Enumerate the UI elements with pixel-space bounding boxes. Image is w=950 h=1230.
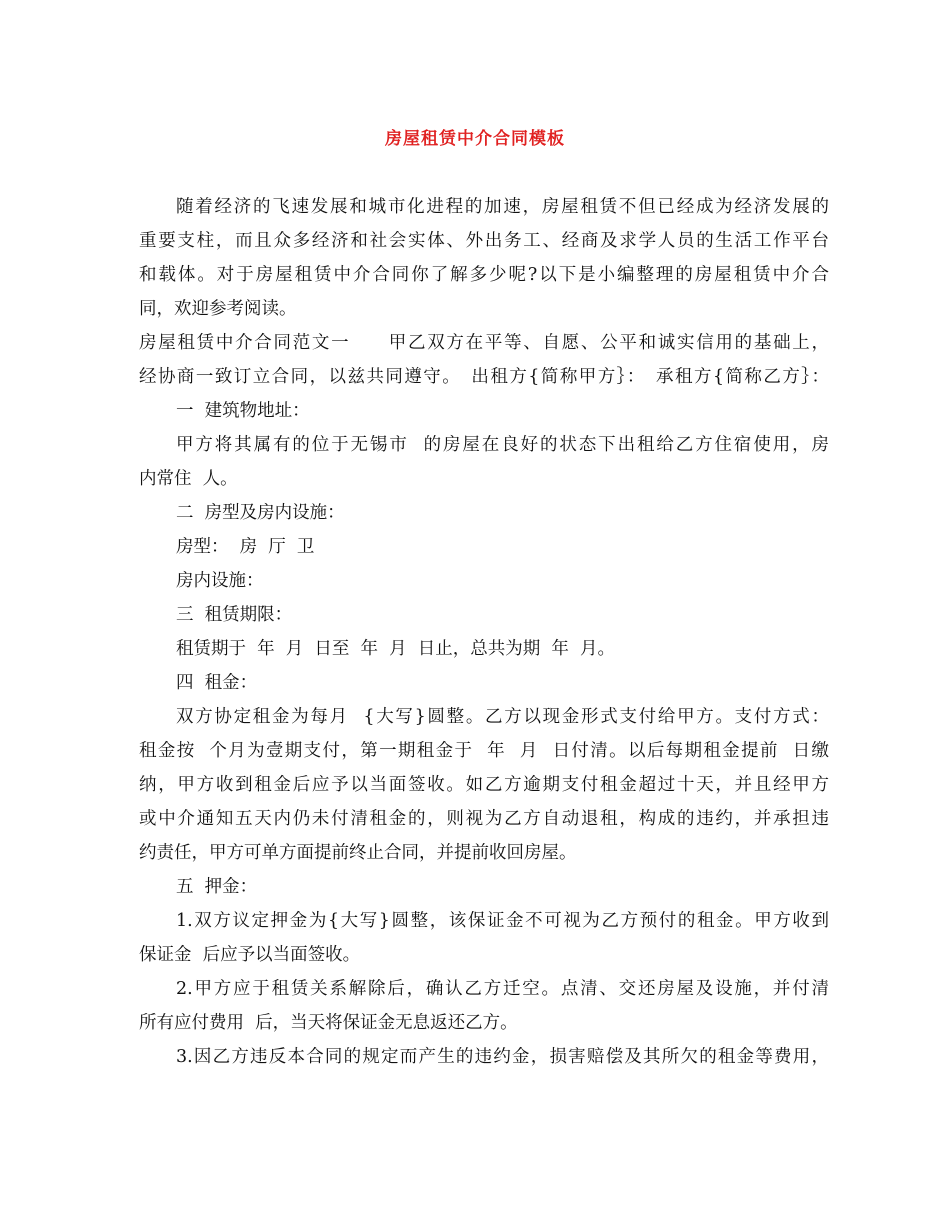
paragraph-line: 同，欢迎参考阅读。 [139,299,297,319]
section-heading: 三 租赁期限： [176,605,293,625]
paragraph-line: 保证金 后应予以当面签收。 [139,945,361,965]
paragraph-line: 和载体。对于房屋租赁中介合同你了解多少呢?以下是小编整理的房屋租赁中介合 [139,265,829,285]
section-heading: 一 建筑物地址： [176,401,310,421]
paragraph-line: 甲方将其属有的位于无锡市 的房屋在良好的状态下出租给乙方住宿使用，房 [176,435,829,455]
paragraph-line: 双方协定租金为每月 {大写}圆整。乙方以现金形式支付给甲方。支付方式： [176,707,829,727]
paragraph-line: 所有应付费用 后，当天将保证金无息返还乙方。 [139,1013,518,1033]
paragraph-line: 约责任，甲方可单方面提前终止合同，并提前收回房屋。 [139,843,577,863]
paragraph-line: 房内设施： [176,571,264,591]
paragraph-line: 房型： 房 厅 卫 [176,537,315,557]
paragraph-line: 内常住 人。 [139,469,238,489]
paragraph-line: 随着经济的飞速发展和城市化进程的加速，房屋租赁不但已经成为经济发展的 [176,197,829,217]
paragraph-line: 1.双方议定押金为{大写}圆整，该保证金不可视为乙方预付的租金。甲方收到 [176,911,829,931]
paragraph-line: 纳，甲方收到租金后应予以当面签收。如乙方逾期支付租金超过十天，并且经甲方 [139,775,829,795]
document-title: 房屋租赁中介合同模板 [385,129,565,149]
paragraph-line: 租金按 个月为壹期支付，第一期租金于 年 月 日付清。以后每期租金提前 日缴 [139,741,829,761]
paragraph-line: 重要支柱，而且众多经济和社会实体、外出务工、经商及求学人员的生活工作平台 [139,231,829,251]
paragraph-line: 3.因乙方违反本合同的规定而产生的违约金，损害赔偿及其所欠的租金等费用， [176,1047,829,1067]
paragraph-line: 经协商一致订立合同，以兹共同遵守。 出租方{简称甲方｝： 承租方{简称乙方｝： [139,367,829,387]
section-heading: 五 押金： [176,877,258,897]
document-body [139,190,829,1074]
paragraph-line: 2.甲方应于租赁关系解除后，确认乙方迁空。点清、交还房屋及设施，并付清 [176,979,829,999]
paragraph-line: 或中介通知五天内仍未付清租金的，则视为乙方自动退租，构成的违约，并承担违 [139,809,829,829]
paragraph-line: 租赁期于 年 月 日至 年 月 日止，总共为期 年 月。 [176,639,616,659]
section-heading: 四 租金： [176,673,258,693]
paragraph-line: 房屋租赁中介合同范文一 甲乙双方在平等、自愿、公平和诚实信用的基础上， [139,333,829,353]
section-heading: 二 房型及房内设施： [176,503,345,523]
